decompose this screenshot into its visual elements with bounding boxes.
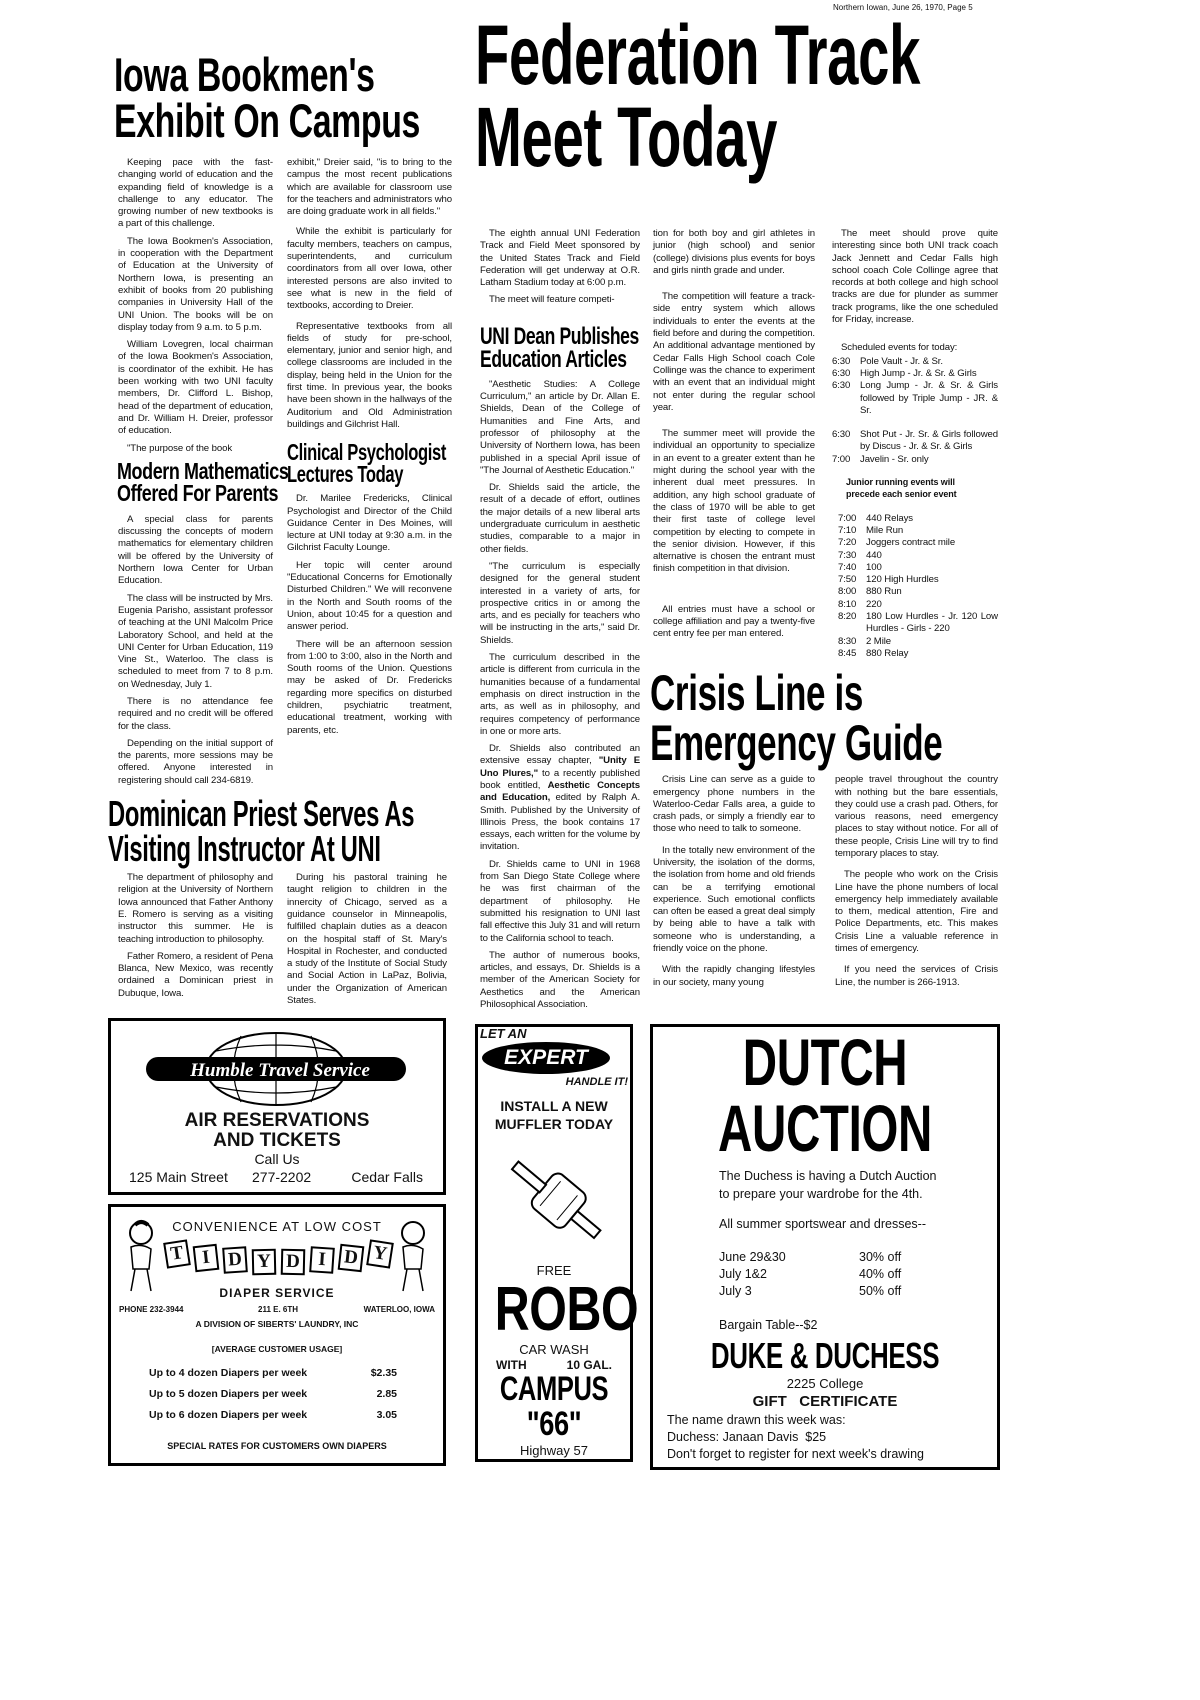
event-name: 880 Relay [866,647,909,659]
rate-price: 3.05 [376,1409,397,1422]
paragraph: exhibit," Dreier said, "is to bring to the campus the most recent publications which are available for classroom use for the teachers and administrators who are doing graduate work in all fields." [287,157,452,218]
paragraph: In the totally new environment of the University, the isolation of the dorms, the isolation from home and old friends can be a terrifying emotional experience. Such emotional conflicts can often be eased a great deal simply by being able to have a talk with someone who is understanding, a friendly voice on the phone. [653,844,815,955]
event-name: 180 Low Hurdles - Jr. 120 Low Hurdles - Girls - 220 [866,611,998,635]
paragraph [480,743,640,854]
discount-date: July 1&2 [719,1267,767,1282]
federation-column-a [480,228,640,307]
schedule-row [832,356,998,368]
call-us: Call Us [254,1151,300,1168]
headline-line: Offered For Parents [117,479,279,506]
discount-row [719,1283,909,1300]
schedule-row [838,636,998,648]
let-an: LET AN [480,1026,527,1042]
schedule-title: Scheduled events for today: [841,342,958,354]
sixty-six-logo: "66" [526,1405,582,1444]
dean-headline [480,322,640,373]
rate-row [149,1405,397,1426]
page-folio: Northern Iowan, June 26, 1970, Page 5 [833,3,973,12]
federation-columns [475,228,1001,1016]
rate-label: Up to 6 dozen Diapers per week [149,1409,308,1422]
ad-headline: AND TICKETS [213,1130,341,1152]
event-time: 8:00 [838,586,857,598]
ad-title: AUCTION [718,1091,932,1166]
tagline: CONVENIENCE AT LOW COST [172,1219,382,1235]
paragraph: William Lovegren, local chairman of the Iowa Bookmen's Association, is coordinator of the exhibit. He has been working with two UNI faculty members, Dr. Clifford L. Bishop, head of the department of education, and Dr. William H. Dreier, professor of education. [118,339,273,437]
event-name: 2 Mile [866,635,891,647]
schedule-row [832,454,998,466]
paragraph: The curriculum described in the article is different from curricula in the humanities because of a fundamental emphasis on direct instruction in the arts, as well as in philosophy, and requires competency of performance in one or more arts. [480,652,640,737]
essay-title: "Unity E Uno Plures," [480,755,640,779]
store-name: DUKE & DUCHESS [710,1335,940,1377]
running-note: Junior running events will precede each senior event [846,477,957,500]
federation-column-c [832,228,998,660]
division: A DIVISION OF SIBERTS' LAUNDRY, INC [195,1319,359,1330]
paragraph: The meet will feature competi- [489,294,615,306]
federation-columns-bc [653,228,1000,660]
headline-line: Federation Track [475,8,921,102]
paragraph: Depending on the initial support of the parents, more sessions may be offered. Anyone interested in registering should call 234-6819. [118,737,273,786]
text: to a recently published book entitled, [480,767,640,791]
bookmen-headline [114,48,454,148]
paragraph: The author of numerous books, articles, and essays, Dr. Shields is a member of the American Society for Aesthetics and the American Philosophical Association. [480,949,640,1011]
left-column-2 [287,157,452,742]
bargain-table: Bargain Table--$2 [719,1318,818,1333]
headline-line: Exhibit On Campus [114,94,420,147]
event-time: 7:40 [838,561,857,573]
discount-amount: 50% off [859,1284,902,1299]
address: 211 E. 6TH [258,1305,299,1315]
dutch-auction-ad [650,1024,1000,1470]
event-name: Joggers contract mile [866,537,956,549]
schedule-row [838,648,998,660]
discount-amount: 40% off [859,1267,902,1282]
free-label: FREE [536,1263,572,1279]
logo-letter: T [163,1240,191,1269]
register-reminder: Don't forget to register for next week's drawing [667,1447,924,1462]
schedule-row [832,368,998,380]
usage-title: [AVERAGE CUSTOMER USAGE] [211,1344,343,1355]
logo-letter: D [222,1247,248,1275]
car-wash: CAR WASH [519,1342,589,1358]
event-time: 7:50 [838,574,857,586]
event-time: 8:10 [838,598,857,610]
dominican-columns [118,872,454,1012]
logo-letter: D [338,1244,365,1272]
headline-line: UNI Dean Publishes [480,322,639,350]
paragraph: Her topic will center around "Educational Concerns for Emotionally Disturbed Children." We will reconvene in the North and South rooms of the Union, about 10:45 for a question and answer period. [287,559,452,633]
dean-article-body [480,379,640,1012]
service-name: DIAPER SERVICE [219,1286,335,1301]
paragraph: With the rapidly changing lifestyles in our society, many young [653,964,815,988]
paragraph: All entries must have a school or college affiliation and pay a twenty-five cent entry fee per man entered. [653,603,815,640]
special-rates: SPECIAL RATES FOR CUSTOMERS OWN DIAPERS [167,1441,387,1452]
headline-line: Meet Today [475,90,778,184]
crisis-column-2 [835,774,998,994]
paragraph: people travel throughout the country with nothing but the bare essentials, they could use a crash pad. Others, for various reasons, need emergency places to stay without notice. For all of these people, Crisis Line will try to find temporary places to stay. [835,774,998,859]
handle-it: HANDLE IT! [565,1076,628,1089]
event-name: 220 [866,598,882,610]
paragraph: Representative textbooks from all fields of study for pre-school, elementary, junior and senior high, and college classrooms are included in the display, being held in the Union for the first time. In previous year, the books have been shown in the hallways of the Auditorium and Old Administration buildings and Gilchrist Hall. [287,320,452,430]
highway: Highway 57 [520,1443,588,1459]
headline-line: Visiting Instructor At UNI [108,828,381,870]
event-name: Javelin - Sr. only [860,453,929,465]
crisis-column-1 [653,774,815,994]
paragraph: There is no attendance fee required and no credit will be offered for the class. [118,695,273,732]
schedule-row [838,611,998,636]
event-time: 8:45 [838,647,857,659]
math-article-body [118,514,273,787]
headline-line: Iowa Bookmen's [114,48,375,101]
dominican-column-2 [287,872,447,1012]
paragraph: Crisis Line can serve as a guide to emergency phone numbers in the Waterloo-Cedar Falls area, a guide to crash pads, or simply a friendly ear to those who need to talk to someone. [653,774,815,835]
running-events-schedule [832,513,998,661]
event-name: 440 Relays [866,512,913,524]
field-events-schedule [832,356,998,466]
schedule-row [838,525,998,537]
event-time: 6:30 [832,429,851,441]
auction-intro: The Duchess is having a Dutch Auction to prepare your wardrobe for the 4th. [719,1169,937,1202]
schedule-row [838,513,998,525]
paragraph: "The curriculum is especially designed for the general student interested in a variety of arts, for prospective critics in or among the arts, and es pecially for teachers who will be instructing in the arts," said Dr. Shields. [480,560,640,646]
city: Cedar Falls [351,1169,423,1186]
event-name: Long Jump - Jr. & Sr. & Girls followed by Triple Jump - JR. & Sr. [860,380,998,416]
logo-letter: I [193,1244,220,1272]
discount-date: June 29&30 [719,1250,786,1265]
left-column-1 [117,157,289,792]
gallons: 10 GAL. [566,1358,612,1373]
book-title: Aesthetic Concepts and Education, [480,779,640,804]
event-time: 8:20 [838,611,857,623]
left-half [108,48,454,1466]
tidy-didy-logo [165,1239,395,1281]
address: 125 Main Street [129,1169,228,1186]
install-muffler: INSTALL A NEW MUFFLER TODAY [494,1098,614,1133]
store-address: 2225 College [786,1376,864,1392]
right-ads-row [475,1024,1001,1470]
headline-line: Modern Mathematics [117,457,289,484]
paragraph: The class will be instructed by Mrs. Eugenia Parisho, assistant professor of teaching at the UNI Malcolm Price Laboratory School, and held at the UNI Center for Urban Education, 119 Vine St., Waterloo. The class is scheduled to meet from 7 to 8 p.m. on Wednesday, July 1. [118,592,273,690]
crisis-headline [650,665,1000,772]
paragraph: Dr. Shields came to UNI in 1968 from San Diego State College where he was first chairman of the department of philosophy. He submitted his resignation to UNI last fall effective this July 31 and will return to the California school to teach. [480,858,640,944]
paragraph: Father Romero, a resident of Pena Blanca, New Mexico, was recently ordained a Dominican priest in Dubuque, Iowa. [118,950,273,999]
event-time: 6:30 [832,367,851,379]
clinical-headline [287,439,452,488]
schedule-row [838,550,998,562]
paragraph: While the exhibit is particularly for faculty members, teachers on campus, superintendents, and curriculum coordinators from all over Iowa, other interested persons are also invited to see what is new in the field of textbooks, according to Dreier. [287,226,452,312]
event-name: High Jump - Jr. & Sr. & Girls [860,367,977,379]
city: WATERLOO, IOWA [363,1305,435,1315]
paragraph: Dr. Marilee Fredericks, Clinical Psychologist and Director of the Child Guidance Center in Des Moines, will lecture at UNI today at 9:30 a.m. in the Gilchrist Faculty Lounge. [287,493,452,554]
logo-letter: Y [366,1240,394,1269]
headline-line: Emergency Guide [650,715,943,772]
event-time: 7:00 [838,512,857,524]
paragraph: The meet should prove quite interesting since both UNI track coach Jack Jennett and Cedar Falls high school coach Cole Collinge agree that records at both college and high school tracks are due for plunder as summer track programs, like the one scheduled for Friday, increase. [832,228,998,326]
tidy-didy-ad [108,1204,446,1466]
schedule-row [838,586,998,598]
schedule-row [838,574,998,586]
paragraph: The people who work on the Crisis Line have the phone numbers of local emergency help immediately available to them, medical attention, Fire and Police Departments, etc. This makes Crisis Line a valuable reference in times of emergency. [835,869,998,955]
dominican-headline [108,793,454,870]
paragraph: Keeping pace with the fast-changing world of education and the expanding field of knowledge is a challenge to any educator. The growing number of new textbooks is a part of this challenge. [118,157,273,230]
logo-letter: I [309,1247,335,1275]
event-time: 8:30 [838,635,857,647]
event-time: 7:30 [838,549,857,561]
ad-headline: AIR RESERVATIONS [184,1110,370,1132]
discount-table [719,1249,909,1300]
humble-travel-ad [108,1018,446,1195]
dominican-column-1 [118,872,273,1005]
phone: PHONE 232-3944 [119,1305,184,1315]
event-time: 6:30 [832,380,851,392]
right-columns-bc [650,228,1000,994]
event-name: 120 High Hurdles [866,574,939,586]
paragraph: "Aesthetic Studies: A College Curriculum," an article by Dr. Allan E. Shields, Dean of the College of Humanities and Fine Arts, and professor of philosophy at the University of Northern Iowa, has been published in a special April issue of "The Journal of Aesthetic Education." [480,378,640,476]
right-half [475,8,1001,1470]
humble-travel-logo: Humble Travel Service [190,1060,370,1082]
bookmen-column-1 [118,157,273,455]
event-name: Mile Run [866,524,904,536]
schedule-row [832,429,998,454]
logo-letter: D [281,1249,306,1276]
muffler-carwash-ad [475,1024,639,1462]
event-time: 7:20 [838,537,857,549]
headline-line: Dominican Priest Serves As [108,793,415,835]
event-name: 880 Run [866,586,902,598]
paragraph: There will be an afternoon session from 1:00 to 3:00, also in the North and South rooms of the Union. Questions may be asked of Dr. Fredericks regarding more specifics on disturbed children, psychiatric treatment, educational treatment, working with parents, etc. [287,638,452,736]
rate-row [149,1363,397,1384]
math-headline [117,457,289,506]
event-time: 6:30 [832,355,851,367]
gift-certificate: GIFT CERTIFICATE [752,1393,898,1411]
schedule-row [838,599,998,611]
paragraph: The Iowa Bookmen's Association, in cooperation with the Department of Education at the University of Northern Iowa, is presenting an exhibit of books from 20 publishing companies in University Hall of the UNI Union. The books will be on display today from 9 a.m. to 5 p.m. [118,235,273,333]
paragraph: tion for both boy and girl athletes in junior (high school) and senior (college) divisions plus events for boys and girls ninth grade and under. [653,228,815,276]
rate-label: Up to 4 dozen Diapers per week [149,1367,308,1380]
right-column-a [480,228,640,1016]
paragraph: The department of philosophy and religion at the University of Northern Iowa announced that Father Anthony E. Romero is serving as a visiting instructor this summer. He is teaching introduction to philosophy. [118,872,273,945]
text: edited by Ralph A. Smith. Published by the University of Illinois Press, the book contains 17 essays, each written for the volume by invitation. [480,792,641,853]
left-upper-columns [118,157,454,792]
rate-table [149,1363,397,1426]
paragraph: The summer meet will provide the individual an opportunity to specialize in an event to a greater extent than he might during the school year with the inherent dual meet pressures. In addition, any high school graduate of the class of 1970 will be able to get their first taste of college level competition by electing to compete in the senior division. However, if this alternative is chosen the entrant must finish competition in that division. [653,428,815,575]
event-time: 7:00 [832,453,851,465]
rate-price: 2.85 [376,1388,397,1401]
headline-line: Clinical Psychologist [287,439,447,466]
federation-headline [475,8,1001,184]
paragraph: During his pastoral training he taught religion to children in the innercity of Chicago, served as a guidance counselor in Minneapolis, fulfilled chaplain duties as a deacon on the hospital staff of St. Mary's Hospital in Rochester, and conducted a study of the Institute of Social Study and Social Action in LaPaz, Bolivia, under the Organization of American States. [287,872,447,1007]
event-name: Pole Vault - Jr. & Sr. [860,355,943,367]
event-name: Shot Put - Jr. Sr. & Girls followed by Discus - Jr. & Sr. & Girls [860,429,998,453]
headline-line: Education Articles [480,345,627,373]
clinical-article-body [287,493,452,737]
paragraph: Dr. Shields said the article, the result of a decade of effort, outlines the major details of a new liberal arts undergraduate curriculum in aesthetic studies, comparable to a major in other fields. [480,482,640,555]
sportswear-note: All summer sportswear and dresses-- [719,1217,927,1232]
discount-row [719,1249,909,1266]
paragraph: A special class for parents discussing the concepts of modern mathematics for elementary children will be offered by the University of Northern Iowa Center for Urban Education. [118,513,273,587]
discount-date: July 3 [719,1284,752,1299]
phone: 277-2202 [252,1169,312,1186]
with-label: WITH [496,1358,527,1373]
winner: Duchess: Janaan Davis $25 [667,1430,827,1445]
schedule-row [832,380,998,417]
headline-line: Lectures Today [287,461,404,488]
expert-logo: EXPERT [482,1042,610,1074]
paragraph: "The purpose of the book [127,442,233,454]
event-name: 440 [866,549,882,561]
robo-logo: ROBO [494,1275,639,1345]
federation-column-b [653,228,815,646]
ad-title: DUTCH [742,1025,908,1100]
logo-letter: Y [252,1249,277,1276]
campus-logo: CAMPUS [499,1370,609,1409]
paragraph: The competition will feature a track-side entry system which allows individuals to enter the events at the field before and during the competition. An additional advantage mentioned by Cedar Falls High School coach Cole Collinge was the chance to experiment with an event that an individual might not enter during the regular school year. [653,291,815,413]
muffler-illustration-icon [508,1145,608,1255]
paragraph: If you need the services of Crisis Line, the number is 266-1913. [835,964,998,988]
discount-row [719,1266,909,1283]
crisis-columns [653,774,1000,994]
schedule-row [838,562,998,574]
bookmen-column-2 [287,157,452,431]
rate-price: $2.35 [370,1367,397,1380]
rate-row [149,1384,397,1405]
rate-label: Up to 5 dozen Diapers per week [149,1388,308,1401]
headline-line: Crisis Line is [650,665,863,722]
paragraph: The eighth annual UNI Federation Track and Field Meet sponsored by the United States Track and Field Federation will get underway at O.R. Latham Stadium today at 6:00 p.m. [480,228,640,289]
discount-amount: 30% off [859,1250,902,1265]
drawing-note: The name drawn this week was: [667,1413,846,1428]
event-name: 100 [866,561,882,573]
schedule-row [838,537,998,549]
event-time: 7:10 [838,524,857,536]
text: Dr. Shields also contributed an extensive essay chapter, [480,743,640,767]
